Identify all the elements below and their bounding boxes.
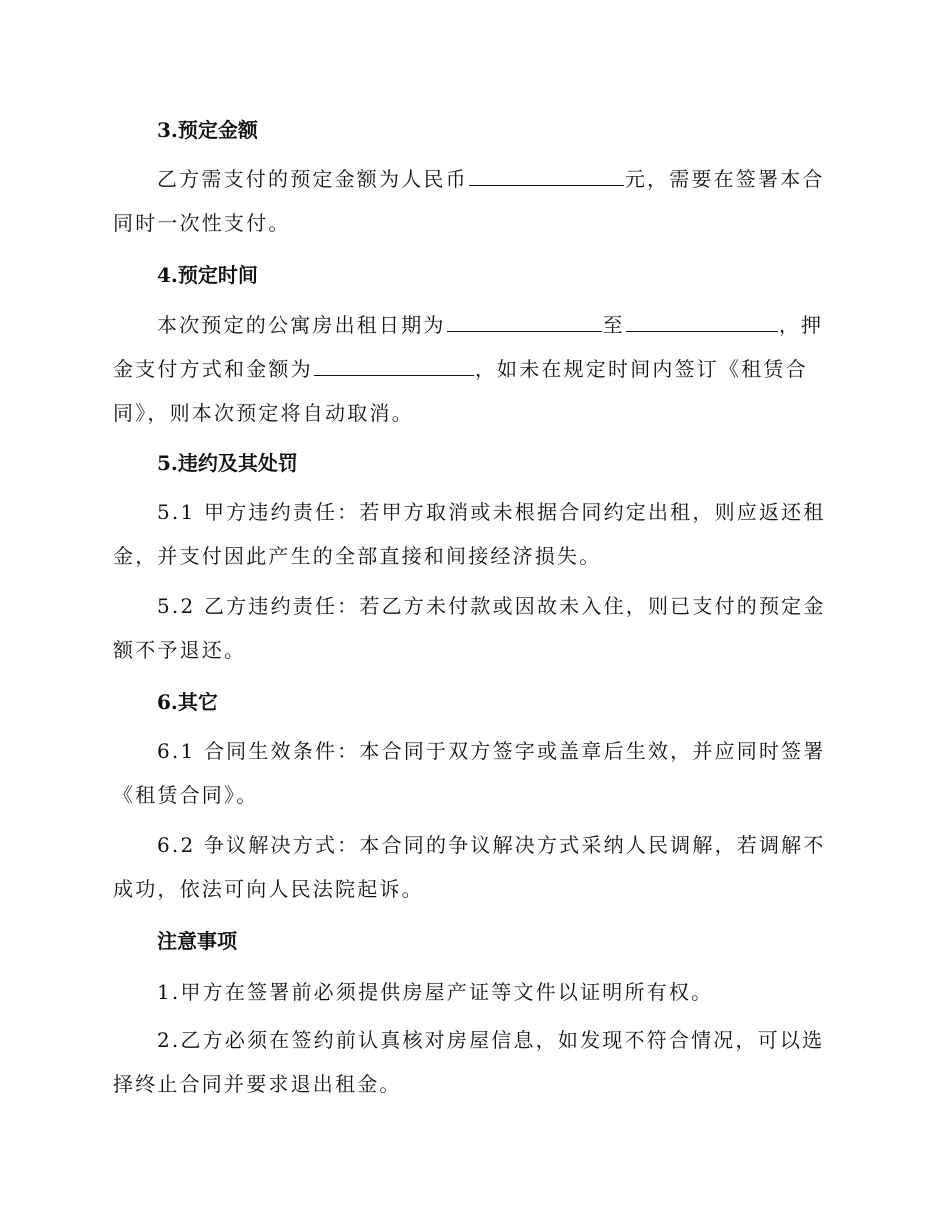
section-5-heading: 5.违约及其处罚	[157, 451, 298, 475]
section-5-2-paragraph: 5.2 乙方违约责任：若乙方未付款或因故未入住，则已支付的预定金额不予退还。	[113, 594, 826, 662]
notes-item-2: 2.乙方必须在签约前认真核对房屋信息，如发现不符合情况，可以选择终止合同并要求退出租金。	[113, 1028, 825, 1096]
section-4-text-a: 本次预定的公寓房出租日期为	[157, 313, 446, 337]
section-4-text-c: ，押金支付方式和金额为	[113, 313, 824, 381]
amount-blank	[469, 163, 624, 186]
section-6-1-paragraph: 6.1 合同生效条件：本合同于双方签字或盖章后生效，并应同时签署《租赁合同》。	[113, 739, 826, 807]
notes-heading: 注意事项	[157, 929, 237, 953]
start-date-blank	[447, 309, 602, 332]
section-4-text-b: 至	[602, 313, 625, 337]
section-4-text-d: ，如未在规定时间内签订《租赁合同》，则本次预定将自动取消。	[113, 357, 808, 425]
section-3-paragraph	[113, 157, 835, 245]
notes-item-1: 1.甲方在签署前必须提供房屋产证等文件以证明所有权。	[157, 980, 714, 1004]
section-3-heading: 3.预定金额	[157, 118, 258, 142]
section-3-text-b: 元，需要在签署本合同时一次性支付。	[113, 167, 825, 235]
section-4-heading: 4.预定时间	[157, 263, 258, 287]
section-6-2-paragraph: 6.2 争议解决方式：本合同的争议解决方式采纳人民调解，若调解不成功，依法可向人民法院起诉。	[113, 833, 826, 901]
section-3-text-a: 乙方需支付的预定金额为人民币	[157, 167, 468, 191]
deposit-blank	[314, 353, 474, 376]
section-6-heading: 6.其它	[157, 690, 218, 714]
end-date-blank	[626, 309, 778, 332]
section-4-paragraph	[113, 303, 835, 435]
section-5-1-paragraph: 5.1 甲方违约责任：若甲方取消或未根据合同约定出租，则应返还租金，并支付因此产生的全部直接和间接经济损失。	[113, 500, 826, 568]
